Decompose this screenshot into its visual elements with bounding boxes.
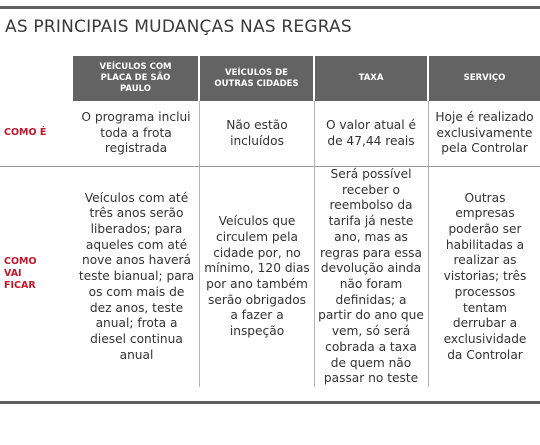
cell-current-fee: O valor atual é de 47,44 reais xyxy=(325,117,417,148)
cell-current-service: Hoje é realizado exclusivamente pela Controlar xyxy=(435,109,534,156)
cell-current-other-cities: Não estão incluídos xyxy=(226,117,288,148)
column-divider xyxy=(428,101,429,387)
page-title: AS PRINCIPAIS MUDANÇAS NAS REGRAS xyxy=(5,17,352,37)
cell-future-service: Outras empresas poderão ser habilitadas a realizar as vistorias; três processos tentam derrubar a exclusividade da Controlar xyxy=(443,190,527,362)
column-header-sp-plates: VEÍCULOS COM PLACA DE SÃO PAULO xyxy=(73,56,198,101)
row-label-current: COMO É xyxy=(4,127,47,138)
column-header-fee: TAXA xyxy=(315,56,427,101)
row-label-future: COMO VAI FICAR xyxy=(4,256,37,291)
cell-current-sp-plates: O programa inclui toda a frota registrada xyxy=(81,109,191,156)
top-rule xyxy=(0,6,540,9)
cell-future-sp-plates: Veículos com até três anos serão liberados; para aqueles com até nove anos haverá teste bianual; para os com mais de dez anos, teste anual; frota a diesel continua anual xyxy=(78,190,195,362)
column-header-other-cities: VEÍCULOS DE OUTRAS CIDADES xyxy=(200,56,313,101)
bottom-rule xyxy=(0,401,540,404)
column-divider xyxy=(199,101,200,387)
cell-future-fee: Será possível receber o reembolso da tarifa já neste ano, mas as regras para essa devolução ainda não foram definidas; a partir do ano que vem, só será cobrada a taxa de quem não passar no teste xyxy=(318,167,424,386)
cell-future-other-cities: Veículos que circulem pela cidade por, no mínimo, 120 dias por ano também serão obrigados a fazer a inspeção xyxy=(204,214,310,339)
column-header-service: SERVIÇO xyxy=(429,56,540,101)
